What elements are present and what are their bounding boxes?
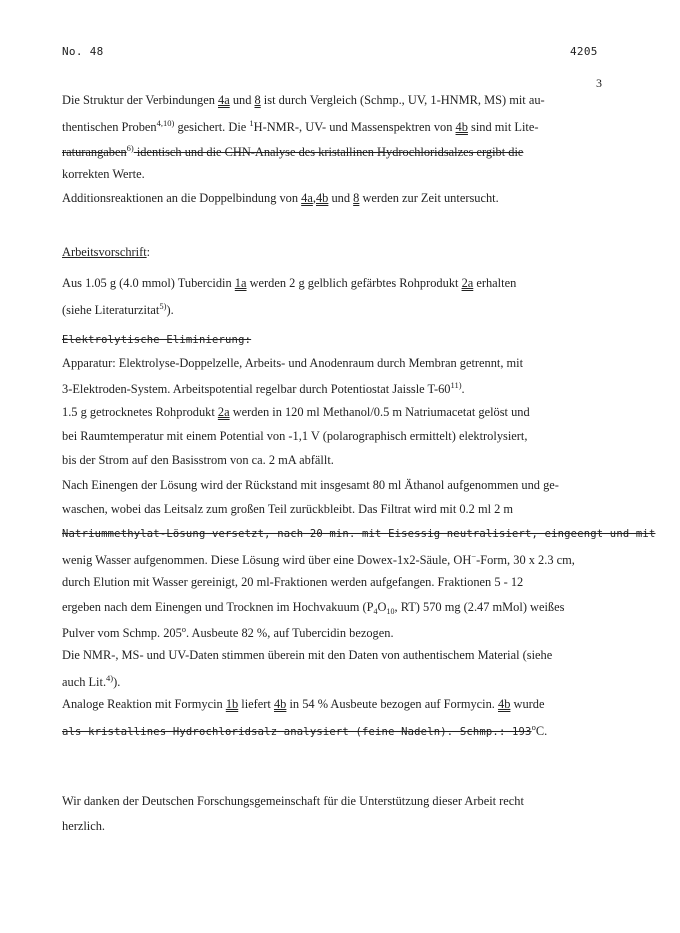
text-run: 4b bbox=[455, 120, 468, 134]
text-run: und bbox=[328, 191, 354, 205]
text-line bbox=[62, 576, 523, 588]
text-run: , RT) 570 mg (2.47 mMol) weißes bbox=[394, 600, 565, 614]
journal-page: 4205 bbox=[570, 45, 598, 58]
text-run: Die NMR-, MS- und UV-Daten stimmen überein mit den Daten von authentischem Material (siehe bbox=[62, 648, 553, 662]
text-run: 4) bbox=[106, 673, 114, 683]
text-run: 1.5 g getrocknetes Rohprodukt bbox=[62, 405, 218, 419]
text-line bbox=[62, 820, 105, 832]
text-run: raturangaben bbox=[62, 145, 127, 159]
text-run: 4b bbox=[315, 191, 329, 205]
text-run: 6) bbox=[126, 143, 134, 153]
text-line bbox=[62, 119, 538, 133]
text-run: , bbox=[312, 191, 316, 205]
text-run: liefert bbox=[238, 697, 274, 711]
text-line bbox=[62, 723, 547, 738]
text-run: 8 bbox=[353, 191, 360, 205]
text-line bbox=[62, 674, 120, 688]
text-run: . bbox=[461, 382, 465, 396]
text-run: o bbox=[531, 722, 536, 732]
text-line bbox=[62, 246, 150, 258]
text-line bbox=[62, 277, 516, 289]
text-run: -Form, 30 x 2.3 cm, bbox=[476, 553, 575, 567]
text-line bbox=[62, 357, 523, 369]
text-run: thentischen Proben bbox=[62, 120, 157, 134]
text-line bbox=[62, 795, 524, 807]
text-run: herzlich. bbox=[62, 819, 105, 833]
text-run: waschen, wobei das Leitsalz zum großen Teil zurückbleibt. Das Filtrat wird mit 0.2 ml 2 m bbox=[62, 502, 514, 516]
text-run: 10 bbox=[386, 607, 395, 616]
text-run: 4b bbox=[498, 697, 511, 711]
text-run: o bbox=[181, 624, 187, 634]
text-run: erhalten bbox=[473, 276, 517, 290]
text-run: Nach Einengen der Lösung wird der Rückstand mit insgesamt 80 ml Äthanol aufgenommen und ge- bbox=[62, 478, 559, 492]
text-line bbox=[62, 527, 655, 540]
text-run: werden in 120 ml Methanol/0.5 m Natriumacetat gelöst und bbox=[229, 405, 530, 419]
page-number: 3 bbox=[596, 76, 602, 90]
text-run: 4a bbox=[301, 191, 313, 205]
text-run: bis der Strom auf den Basisstrom von ca. 2 mA abfällt. bbox=[62, 453, 334, 467]
text-line bbox=[62, 430, 527, 442]
text-run: Aus 1.05 g (4.0 mmol) Tubercidin bbox=[62, 276, 235, 290]
text-run: Die Struktur der Verbindungen bbox=[62, 93, 219, 107]
text-line bbox=[62, 479, 559, 491]
text-run: wurde bbox=[510, 697, 545, 711]
text-run: Apparatur: Elektrolyse-Doppelzelle, Arbeits- und Anodenraum durch Membran getrennt, mit bbox=[62, 356, 524, 370]
text-line bbox=[62, 406, 530, 418]
text-run: auch Lit. bbox=[62, 675, 107, 689]
text-run: . Ausbeute 82 %, auf Tubercidin bezogen. bbox=[186, 626, 394, 640]
text-line bbox=[62, 144, 523, 158]
text-run: O bbox=[377, 600, 387, 614]
text-run: Natriummethylat-Lösung versetzt, nach 20 min. mit Eisessig neutralisiert, eingeengt und mit bbox=[62, 528, 656, 540]
text-line bbox=[62, 381, 465, 395]
text-run: (siehe Literaturzitat bbox=[62, 303, 160, 317]
text-run: Elektrolytische Eliminierung: bbox=[62, 334, 252, 346]
text-run: in 54 % Ausbeute bezogen auf Formycin. bbox=[286, 697, 499, 711]
text-run: : bbox=[146, 245, 151, 259]
text-line bbox=[62, 552, 575, 566]
text-run: ist durch Vergleich (Schmp., UV, 1-HNMR, MS) mit au- bbox=[260, 93, 545, 107]
text-run: 4,10) bbox=[156, 118, 175, 128]
text-line bbox=[62, 192, 499, 204]
text-run: 8 bbox=[254, 93, 261, 107]
text-run: Wir danken der Deutschen Forschungsgemeinschaft für die Unterstützung dieser Arbeit recht bbox=[62, 794, 524, 808]
text-run: durch Elution mit Wasser gereinigt, 20 ml-Fraktionen werden aufgefangen. Fraktionen 5 - 12 bbox=[62, 575, 524, 589]
text-run: H-NMR-, UV- und Massenspektren von bbox=[253, 120, 456, 134]
text-run: wenig Wasser aufgenommen. Diese Lösung wird über eine Dowex-1x2-Säule, OH bbox=[62, 553, 472, 567]
text-line bbox=[62, 302, 174, 316]
text-run: 1a bbox=[234, 276, 247, 290]
text-run: Pulver vom Schmp. 205 bbox=[62, 626, 182, 640]
text-run: 2a bbox=[217, 405, 230, 419]
text-run: ). bbox=[113, 675, 121, 689]
text-run: und bbox=[229, 93, 255, 107]
text-run: identisch und die CHN-Analyse des kristallinen Hydrochloridsalzes ergibt die bbox=[133, 145, 524, 159]
text-line bbox=[62, 625, 394, 639]
text-run: ). bbox=[166, 303, 174, 317]
text-run: 2a bbox=[461, 276, 474, 290]
text-run: korrekten Werte. bbox=[62, 167, 145, 181]
text-line bbox=[62, 94, 545, 106]
text-run: Arbeitsvorschrift bbox=[62, 245, 147, 259]
text-line bbox=[62, 333, 251, 346]
text-run: C. bbox=[535, 724, 548, 738]
text-run: 4a bbox=[218, 93, 230, 107]
text-run: 1b bbox=[225, 697, 239, 711]
text-run: 3-Elektroden-System. Arbeitspotential regelbar durch Potentiostat Jaissle T-60 bbox=[62, 382, 451, 396]
text-run: 5) bbox=[159, 301, 167, 311]
text-run: ergeben nach dem Einengen und Trocknen im Hochvakuum (P bbox=[62, 600, 374, 614]
text-line bbox=[62, 601, 564, 616]
text-line bbox=[62, 698, 544, 710]
text-line bbox=[62, 454, 334, 466]
text-run: als kristallines Hydrochloridsalz analysiert (feine Nadeln). Schmp.: 193 bbox=[62, 726, 532, 738]
journal-number: No. 48 bbox=[62, 45, 104, 58]
text-run: bei Raumtemperatur mit einem Potential von -1,1 V (polarographisch ermittelt) elektrolysiert, bbox=[62, 429, 528, 443]
text-run: sind mit Lite- bbox=[467, 120, 539, 134]
text-line bbox=[62, 503, 513, 515]
text-run: werden 2 g gelblich gefärbtes Rohprodukt bbox=[246, 276, 462, 290]
text-line bbox=[62, 168, 145, 180]
text-run: Analoge Reaktion mit Formycin bbox=[62, 697, 226, 711]
text-run: 4b bbox=[273, 697, 287, 711]
text-run: 11) bbox=[450, 380, 462, 390]
text-run: − bbox=[471, 551, 477, 561]
text-run: 1 bbox=[249, 118, 254, 128]
text-run: 4 bbox=[373, 607, 378, 616]
text-line bbox=[62, 649, 552, 661]
text-run: werden zur Zeit untersucht. bbox=[359, 191, 499, 205]
text-run: gesichert. Die bbox=[174, 120, 250, 134]
text-run: Additionsreaktionen an die Doppelbindung von bbox=[62, 191, 302, 205]
